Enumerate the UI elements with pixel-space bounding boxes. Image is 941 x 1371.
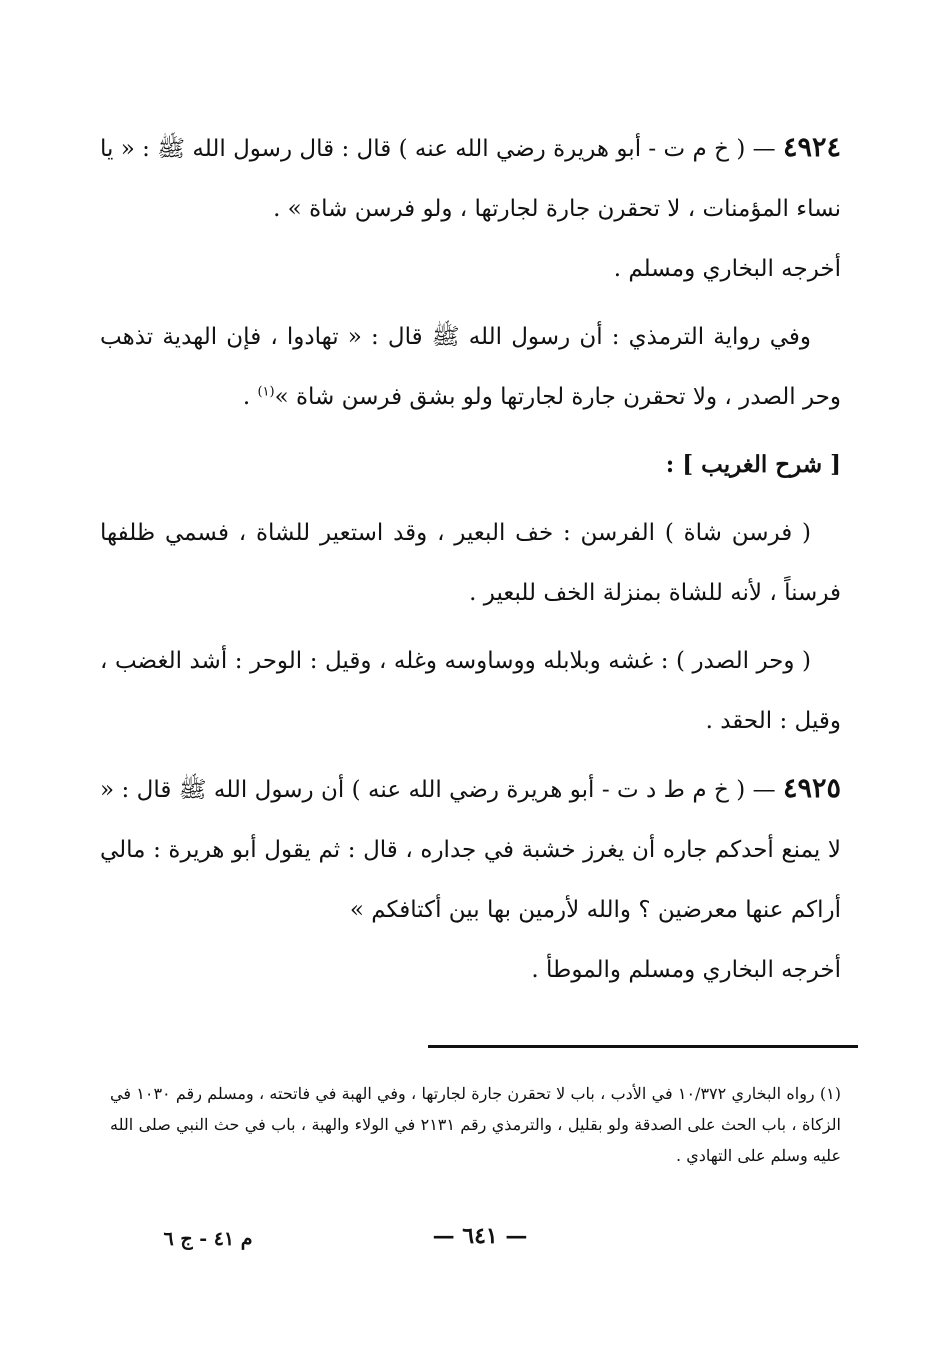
footnote-separator xyxy=(428,1045,858,1048)
gharib-entry-wahr: ( وحر الصدر ) : غشه وبلابله ووساوسه وغله ، وقيل : الوحر : أشد الغضب ، وقيل : الحقد . xyxy=(100,648,841,734)
hadith-4925 xyxy=(100,759,841,1000)
footnote: (١) رواه البخاري ١٠/٣٧٢ في الأدب ، باب لا تحقرن جارة لجارتها ، وفي الهبة في فاتحته ، ومسلم رقم ١٠٣٠ في الزكاة ، باب الحث على الصدقة ولو بقليل ، والترمذي رقم ٢١٣١ في الولاء والهبة ، باب في حث النبي صلى الله عليه وسلم على التهادي . xyxy=(110,1084,841,1165)
hadith-number: ٤٩٢٥ xyxy=(783,773,842,804)
variant-tail: . xyxy=(242,384,258,410)
printer-signature: م ٤١ - ج ٦ xyxy=(163,1228,253,1250)
main-text xyxy=(100,118,841,1000)
hadith-4924 xyxy=(100,118,841,299)
gharib-entry-firsin: ( فرسن شاة ) الفرسن : خف البعير ، وقد استعير للشاة ، فسمي ظلفها فرسناً ، لأنه للشاة بمنزلة الخف للبعير . xyxy=(100,520,841,606)
page-number: — ٦٤١ — xyxy=(432,1223,528,1249)
hadith-takhrij: أخرجه البخاري ومسلم والموطأ . xyxy=(531,957,841,983)
gharib-heading: [ شرح الغريب ] : xyxy=(665,451,841,478)
footnote-reference: (١) xyxy=(257,384,275,400)
hadith-number: ٤٩٢٤ xyxy=(783,132,842,163)
tirmidhi-variant xyxy=(100,307,841,427)
hadith-takhrij: أخرجه البخاري ومسلم . xyxy=(613,256,841,282)
hadith-text: — ( خ م ت - أبو هريرة رضي الله عنه ) قال : قال رسول الله ﷺ : « يا نساء المؤمنات ، لا تحقرن جارة لجارتها ، ولو فرسن شاة » . xyxy=(100,136,841,222)
variant-text: وفي رواية الترمذي : أن رسول الله ﷺ قال : « تهادوا ، فإن الهدية تذهب وحر الصدر ، ولا تحقرن جارة لجارتها ولو بشق فرسن شاة » xyxy=(100,324,841,410)
hadith-text: — ( خ م ط د ت - أبو هريرة رضي الله عنه ) أن رسول الله ﷺ قال : « لا يمنع أحدكم جاره أن يغرز خشبة في جداره ، قال : ثم يقول أبو هريرة : مالي أراكم عنها معرضين ؟ والله لأرمين بها بين أكتافكم » xyxy=(100,777,841,923)
